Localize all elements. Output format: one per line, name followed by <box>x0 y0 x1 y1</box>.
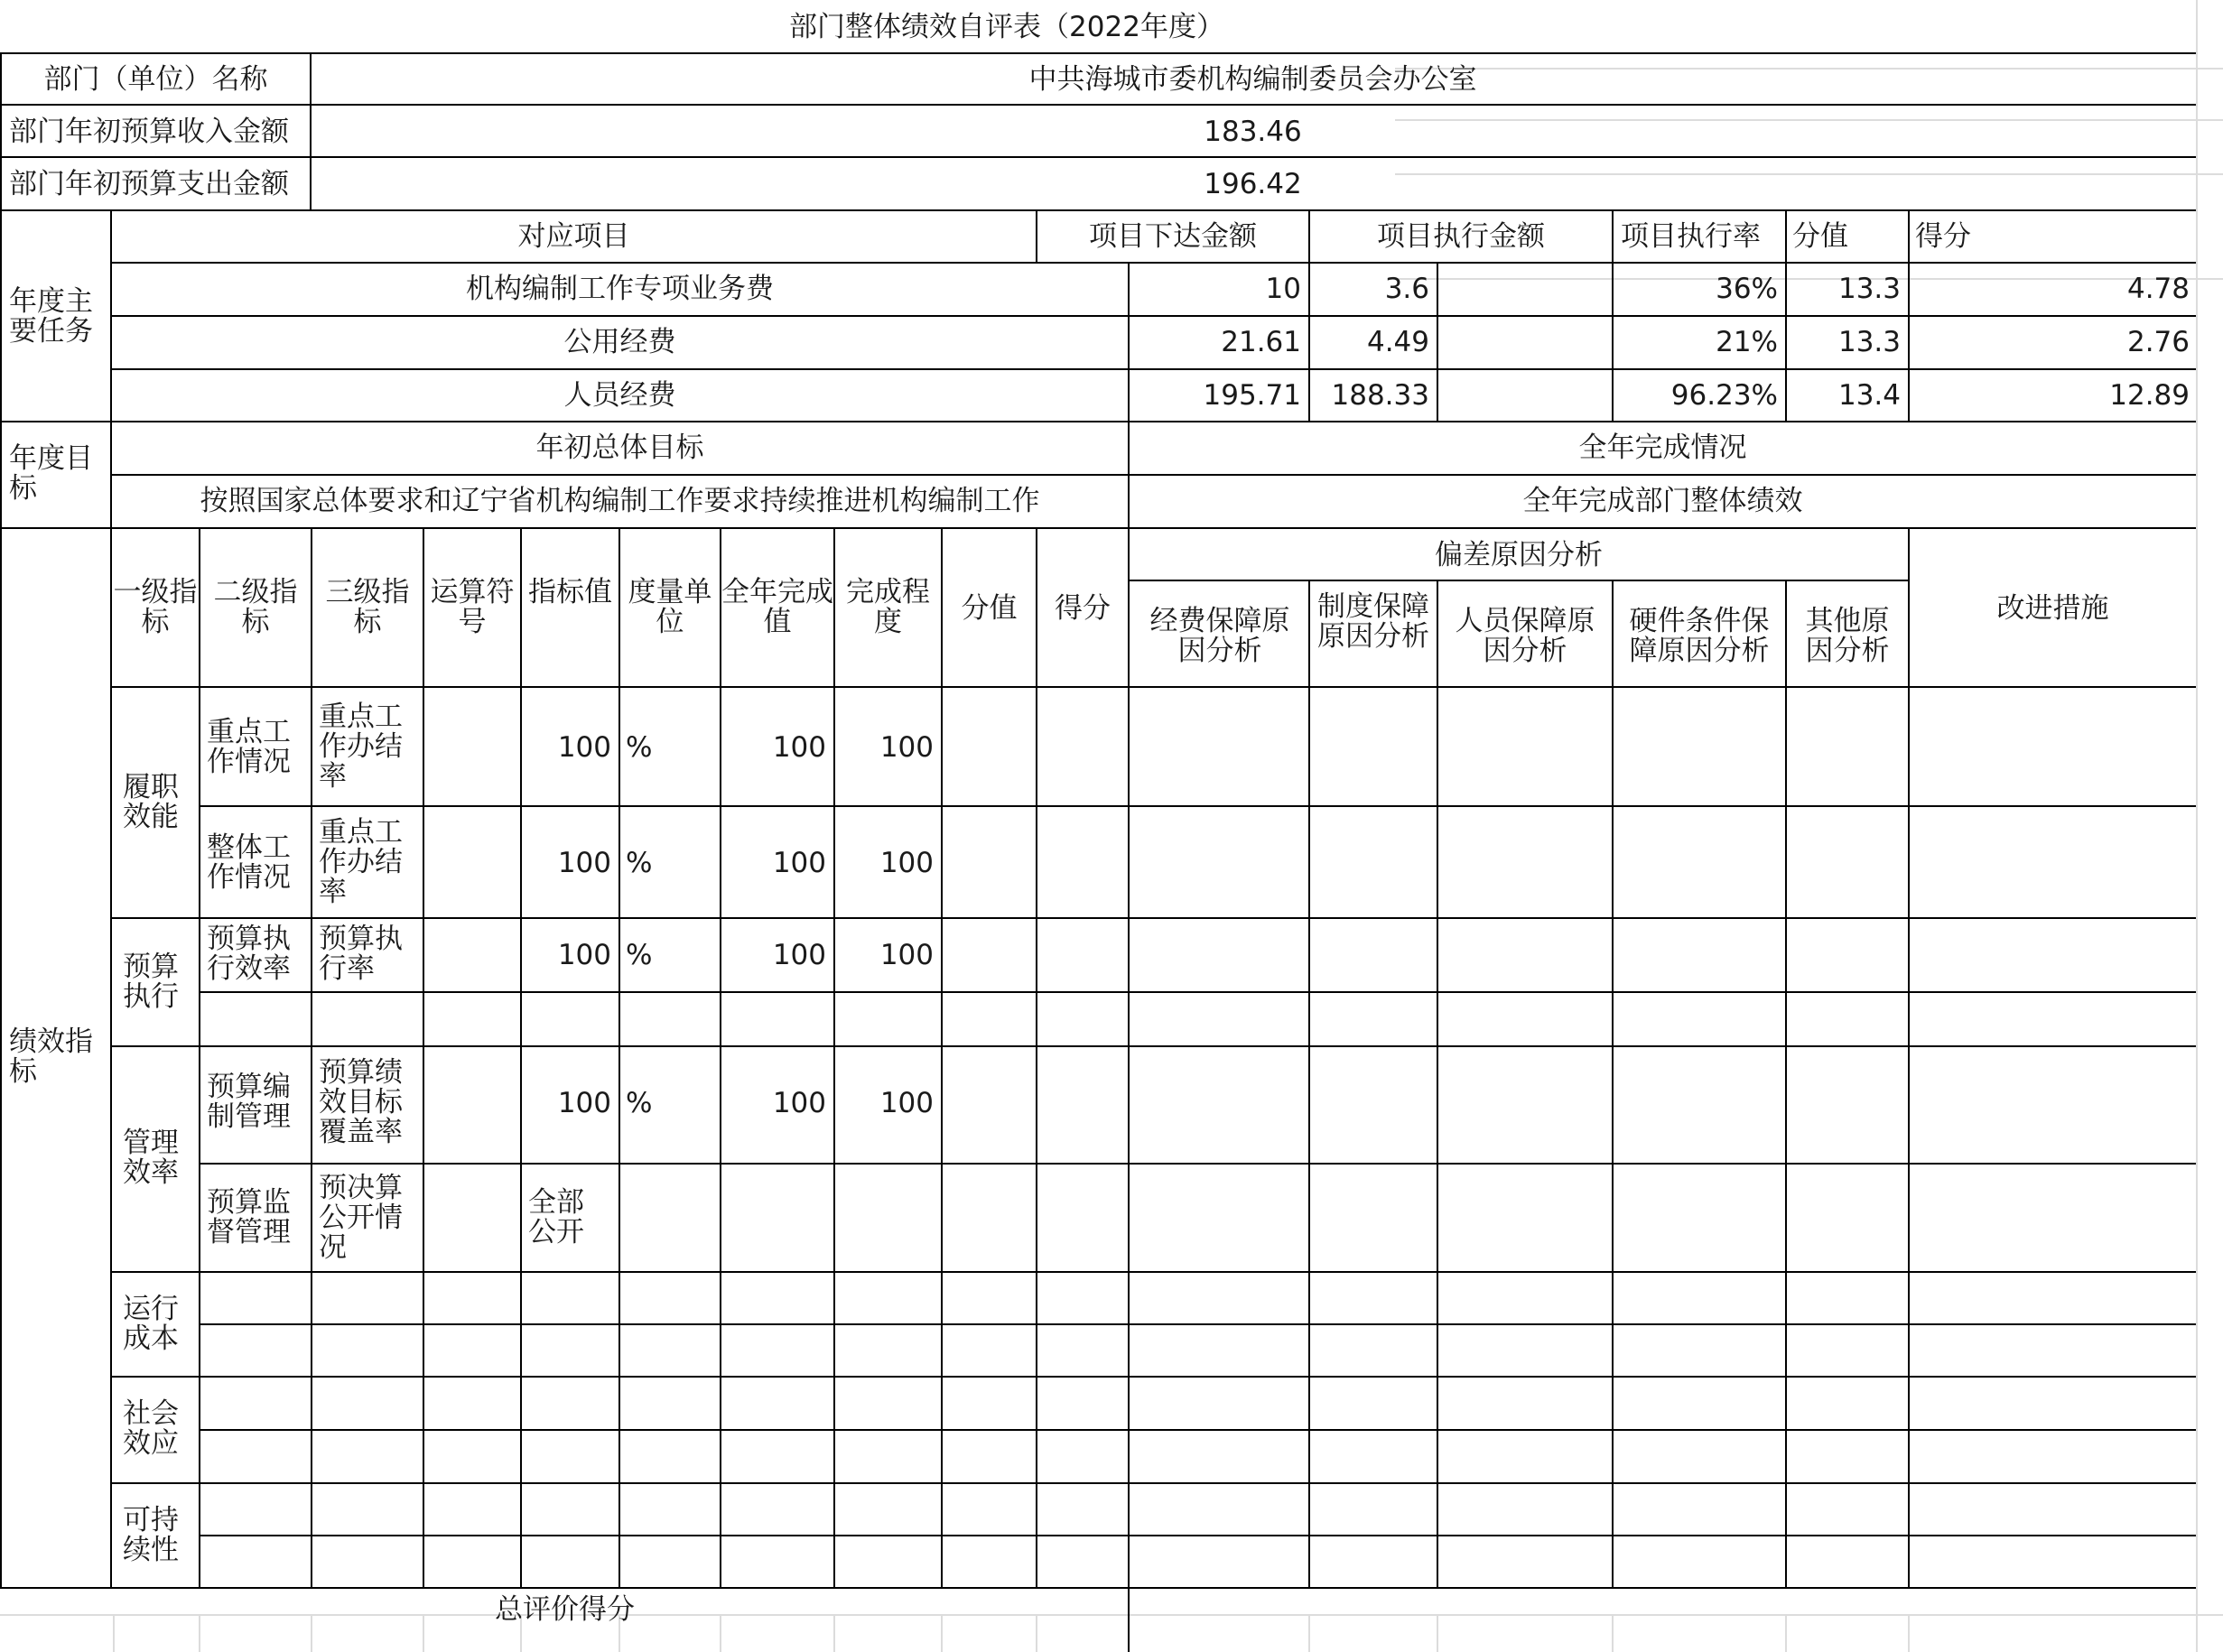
col-dev-system: 制度保障原因分析 <box>1317 590 1429 653</box>
task-row-issued: 21.61 <box>1221 326 1301 358</box>
tasks-col-project: 对应项目 <box>517 220 630 253</box>
tasks-col-rate: 项目执行率 <box>1621 220 1761 253</box>
level3-label: 重点工作办结率 <box>319 701 403 793</box>
indicator-actual: 100 <box>772 939 826 971</box>
level3-label: 预算执行率 <box>319 923 403 985</box>
tasks-col-weight: 分值 <box>1792 220 1848 253</box>
level1-label: 管理效率 <box>123 1127 179 1189</box>
goals-completion-text: 全年完成部门整体绩效 <box>1522 485 1803 517</box>
indicator-completion: 100 <box>879 731 934 764</box>
budget-expense-value: 196.42 <box>1204 168 1302 200</box>
level1-label: 运行成本 <box>123 1293 179 1355</box>
task-row-rate: 36% <box>1716 273 1778 305</box>
task-row-rate: 96.23% <box>1670 379 1778 412</box>
level2-label: 整体工作情况 <box>207 831 291 894</box>
indicator-unit: % <box>626 847 653 879</box>
budget-income-value: 183.46 <box>1204 116 1302 148</box>
level3-label: 重点工作办结率 <box>319 816 403 908</box>
indicator-target: 全部公开 <box>528 1186 584 1248</box>
level2-label: 预算执行效率 <box>207 923 291 985</box>
task-row-rate: 21% <box>1716 326 1778 358</box>
indicator-unit: % <box>626 1087 653 1119</box>
indicator-completion: 100 <box>879 1087 934 1119</box>
task-row-score: 2.76 <box>2126 326 2190 358</box>
deviation-analysis-header: 偏差原因分析 <box>1435 539 1603 571</box>
tasks-col-score: 得分 <box>1915 220 1971 253</box>
indicator-completion: 100 <box>879 939 934 971</box>
indicator-completion: 100 <box>879 847 934 879</box>
task-row-score: 4.78 <box>2126 273 2190 305</box>
budget-expense-label: 部门年初预算支出金额 <box>9 168 289 200</box>
col-dev-hardware: 硬件条件保障原因分析 <box>1629 605 1770 667</box>
indicator-target: 100 <box>557 1087 611 1119</box>
task-row-weight: 13.3 <box>1837 273 1901 305</box>
goals-initial-text: 按照国家总体要求和辽宁省机构编制工作要求持续推进机构编制工作 <box>200 485 1040 517</box>
indicator-target: 100 <box>557 939 611 971</box>
task-row-executed: 188.33 <box>1331 379 1429 412</box>
tasks-col-executed: 项目执行金额 <box>1377 220 1545 253</box>
task-row-issued: 10 <box>1265 273 1301 305</box>
indicator-unit: % <box>626 939 653 971</box>
goals-initial-header: 年初总体目标 <box>535 432 704 464</box>
level2-label: 预算监督管理 <box>207 1186 291 1248</box>
level1-label: 预算执行 <box>123 951 179 1013</box>
indicator-target: 100 <box>557 847 611 879</box>
col-level2: 二级指标 <box>213 576 298 638</box>
task-row-issued: 195.71 <box>1203 379 1301 412</box>
col-dev-staff: 人员保障原因分析 <box>1455 605 1595 667</box>
task-row-name: 机构编制工作专项业务费 <box>466 273 774 305</box>
task-row-score: 12.89 <box>2109 379 2190 412</box>
col-level3: 三级指标 <box>325 576 410 638</box>
indicator-unit: % <box>626 731 653 764</box>
col-completion: 完成程度 <box>846 576 930 638</box>
goals-section-label: 年度目标 <box>9 442 93 505</box>
indicator-actual: 100 <box>772 1087 826 1119</box>
level3-label: 预决算公开情况 <box>319 1172 403 1264</box>
col-target: 指标值 <box>528 576 612 608</box>
indicator-target: 100 <box>557 731 611 764</box>
level1-label: 社会效应 <box>123 1397 179 1460</box>
col-dev-funding: 经费保障原因分析 <box>1149 605 1290 667</box>
tasks-section-label: 年度主要任务 <box>9 285 93 348</box>
col-weight: 分值 <box>961 592 1018 625</box>
indicator-actual: 100 <box>772 731 826 764</box>
dept-name-value: 中共海城市委机构编制委员会办公室 <box>1028 63 1477 96</box>
page-title: 部门整体绩效自评表（2022年度） <box>789 11 1224 43</box>
level2-label: 重点工作情况 <box>207 716 291 778</box>
task-row-weight: 13.4 <box>1837 379 1901 412</box>
col-operator: 运算符号 <box>430 576 515 638</box>
indicator-actual: 100 <box>772 847 826 879</box>
level1-label: 可持续性 <box>123 1504 179 1566</box>
task-row-weight: 13.3 <box>1837 326 1901 358</box>
level3-label: 预算绩效目标覆盖率 <box>319 1056 403 1148</box>
col-level1: 一级指标 <box>113 576 198 638</box>
col-score: 得分 <box>1055 592 1111 625</box>
col-dev-other: 其他原因分析 <box>1805 605 1890 667</box>
task-row-executed: 4.49 <box>1366 326 1429 358</box>
level1-label: 履职效能 <box>123 771 179 833</box>
tasks-col-issued: 项目下达金额 <box>1089 220 1257 253</box>
task-row-executed: 3.6 <box>1384 273 1429 305</box>
total-score-label: 总评价得分 <box>495 1593 635 1626</box>
col-unit: 度量单位 <box>628 576 712 638</box>
task-row-name: 人员经费 <box>563 379 676 412</box>
budget-income-label: 部门年初预算收入金额 <box>9 116 289 148</box>
indicators-section-label: 绩效指标 <box>9 1026 93 1088</box>
task-row-name: 公用经费 <box>563 326 676 358</box>
col-improvement: 改进措施 <box>1996 592 2109 625</box>
col-actual: 全年完成值 <box>721 576 833 638</box>
goals-completion-header: 全年完成情况 <box>1578 432 1747 464</box>
level2-label: 预算编制管理 <box>207 1071 291 1133</box>
dept-name-label: 部门（单位）名称 <box>43 63 268 96</box>
